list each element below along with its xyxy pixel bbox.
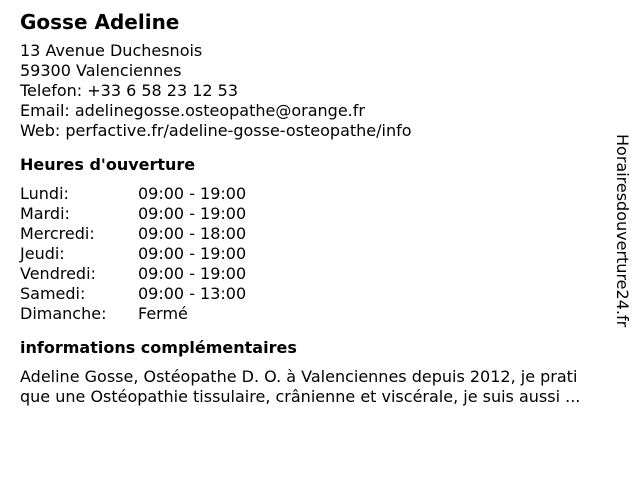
website-link[interactable]: Web: perfactive.fr/adeline-gosse-osteopathe/info [20,121,412,140]
hours-row-wednesday [20,224,620,244]
hours-time: 09:00 - 19:00 [138,244,247,263]
hours-time: 09:00 - 13:00 [138,284,247,303]
hours-day: Dimanche: [20,304,107,323]
hours-row-saturday [20,284,620,304]
email-address[interactable]: Email: adelinegosse.osteopathe@orange.fr [20,101,365,120]
opening-hours-table [20,184,620,324]
hours-row-monday [20,184,620,204]
business-name: Gosse Adeline [20,10,180,34]
hours-day: Samedi: [20,284,86,303]
hours-row-tuesday [20,204,620,224]
hours-day: Jeudi: [20,244,65,263]
hours-time: 09:00 - 18:00 [138,224,247,243]
hours-row-sunday [20,304,620,324]
hours-day: Lundi: [20,184,69,203]
additional-info-line: que une Ostéopathie tissulaire, crânienne et viscérale, je suis aussi ... [20,387,581,406]
additional-info-line: Adeline Gosse, Ostéopathe D. O. à Valenciennes depuis 2012, je prati [20,367,578,386]
hours-time: 09:00 - 19:00 [138,184,247,203]
hours-row-thursday [20,244,620,264]
hours-time: Fermé [138,304,188,323]
phone-number[interactable]: Telefon: +33 6 58 23 12 53 [20,81,239,100]
hours-day: Mardi: [20,204,70,223]
address-city: 59300 Valenciennes [20,61,182,80]
address-street: 13 Avenue Duchesnois [20,41,203,60]
opening-hours-title: Heures d'ouverture [20,155,196,174]
hours-day: Vendredi: [20,264,96,283]
additional-info-title: informations complémentaires [20,338,297,357]
hours-day: Mercredi: [20,224,95,243]
brand-watermark [612,134,632,374]
business-card [20,10,620,407]
hours-time: 09:00 - 19:00 [138,204,247,223]
hours-time: 09:00 - 19:00 [138,264,247,283]
brand-text: Horairesdouverture24.fr [613,134,632,328]
hours-row-friday [20,264,620,284]
additional-info-text [20,367,640,407]
